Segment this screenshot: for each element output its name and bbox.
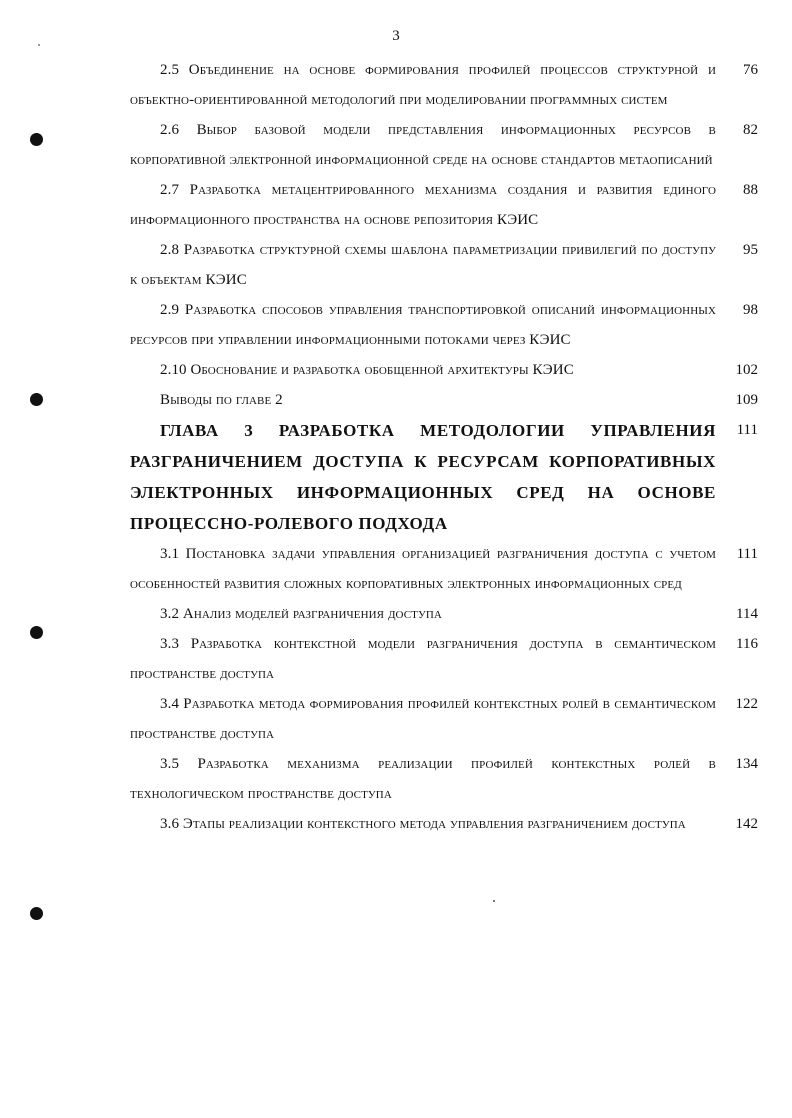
binding-hole-dot (30, 907, 43, 920)
toc-entry[interactable] (130, 55, 758, 115)
toc-entry-page: 102 (735, 362, 758, 378)
toc-entry[interactable] (130, 385, 758, 415)
toc-entry[interactable] (130, 809, 758, 839)
toc-entry[interactable] (130, 355, 758, 385)
toc-entry-page: 116 (736, 636, 758, 652)
binding-hole-dot (30, 133, 43, 146)
toc-entry-page: 111 (736, 422, 758, 438)
toc-entry-title: 3.4 Разработка метода формирования профилей контекстных ролей в семантическом пространстве доступа (130, 696, 716, 742)
toc-entry[interactable] (130, 689, 758, 749)
toc-entry-title: 2.10 Обоснование и разработка обобщенной архитектуры КЭИС (160, 362, 574, 378)
toc-entry[interactable] (130, 539, 758, 599)
toc-entry-title: 3.3 Разработка контекстной модели разграничения доступа в семантическом пространстве доступа (130, 636, 716, 682)
toc-entry-title: 2.5 Объединение на основе формирования профилей процессов структурной и объектно-ориентированной методологий при моделировании программных систем (130, 62, 716, 108)
toc-entry-title: 2.8 Разработка структурной схемы шаблона параметризации привилегий по доступу к объектам КЭИС (130, 242, 716, 288)
binding-hole-dot (30, 626, 43, 639)
toc-entry[interactable] (130, 235, 758, 295)
toc-chapter-heading[interactable] (130, 415, 758, 539)
toc-entry[interactable] (130, 629, 758, 689)
toc-entry-page: 114 (736, 606, 758, 622)
toc-entry-page: 109 (735, 392, 758, 408)
toc-entry-title: 2.7 Разработка метацентрированного механизма создания и развития единого информационного пространства на основе репозитория КЭИС (130, 182, 716, 228)
scan-speck (493, 900, 495, 902)
page-number: 3 (392, 28, 400, 44)
toc-entry-page: 111 (736, 546, 758, 562)
toc-entry-page: 134 (735, 756, 758, 772)
toc-entry-page: 122 (735, 696, 758, 712)
toc-entry[interactable] (130, 115, 758, 175)
toc-entry-page: 98 (743, 302, 758, 318)
toc-entry-page: 76 (743, 62, 758, 78)
toc-entry-title: ГЛАВА 3 РАЗРАБОТКА МЕТОДОЛОГИИ УПРАВЛЕНИЯ РАЗГРАНИЧЕНИЕМ ДОСТУПА К РЕСУРСАМ КОРПОРАТИВНЫХ ЭЛЕКТРОННЫХ ИНФОРМАЦИОННЫХ СРЕД НА ОСНОВЕ ПРОЦЕССНО-РОЛЕВОГО ПОДХОДА (130, 421, 716, 533)
toc-entry[interactable] (130, 599, 758, 629)
toc-entry-title: Выводы по главе 2 (160, 392, 283, 408)
toc-entry-page: 95 (743, 242, 758, 258)
toc-entry-title: 3.2 Анализ моделей разграничения доступа (160, 606, 442, 622)
binding-hole-dot (30, 393, 43, 406)
toc-entry-title: 3.1 Постановка задачи управления организацией разграничения доступа с учетом особенностей развития сложных корпоративных электронных информационных сред (130, 546, 716, 592)
toc-entry-title: 3.6 Этапы реализации контекстного метода управления разграничением доступа (160, 816, 686, 832)
toc-entry-page: 142 (735, 816, 758, 832)
toc-entry-page: 88 (743, 182, 758, 198)
table-of-contents (130, 55, 758, 839)
toc-entry-title: 3.5 Разработка механизма реализации профилей контекстных ролей в технологическом пространстве доступа (130, 756, 716, 802)
toc-entry-title: 2.6 Выбор базовой модели представления информационных ресурсов в корпоративной электронной информационной среде на основе стандартов метаописаний (130, 122, 716, 168)
toc-entry[interactable] (130, 295, 758, 355)
scan-speck (38, 44, 40, 46)
toc-entry-page: 82 (743, 122, 758, 138)
toc-entry[interactable] (130, 749, 758, 809)
toc-entry[interactable] (130, 175, 758, 235)
toc-entry-title: 2.9 Разработка способов управления транспортировкой описаний информационных ресурсов при управлении информационными потоками через КЭИС (130, 302, 716, 348)
